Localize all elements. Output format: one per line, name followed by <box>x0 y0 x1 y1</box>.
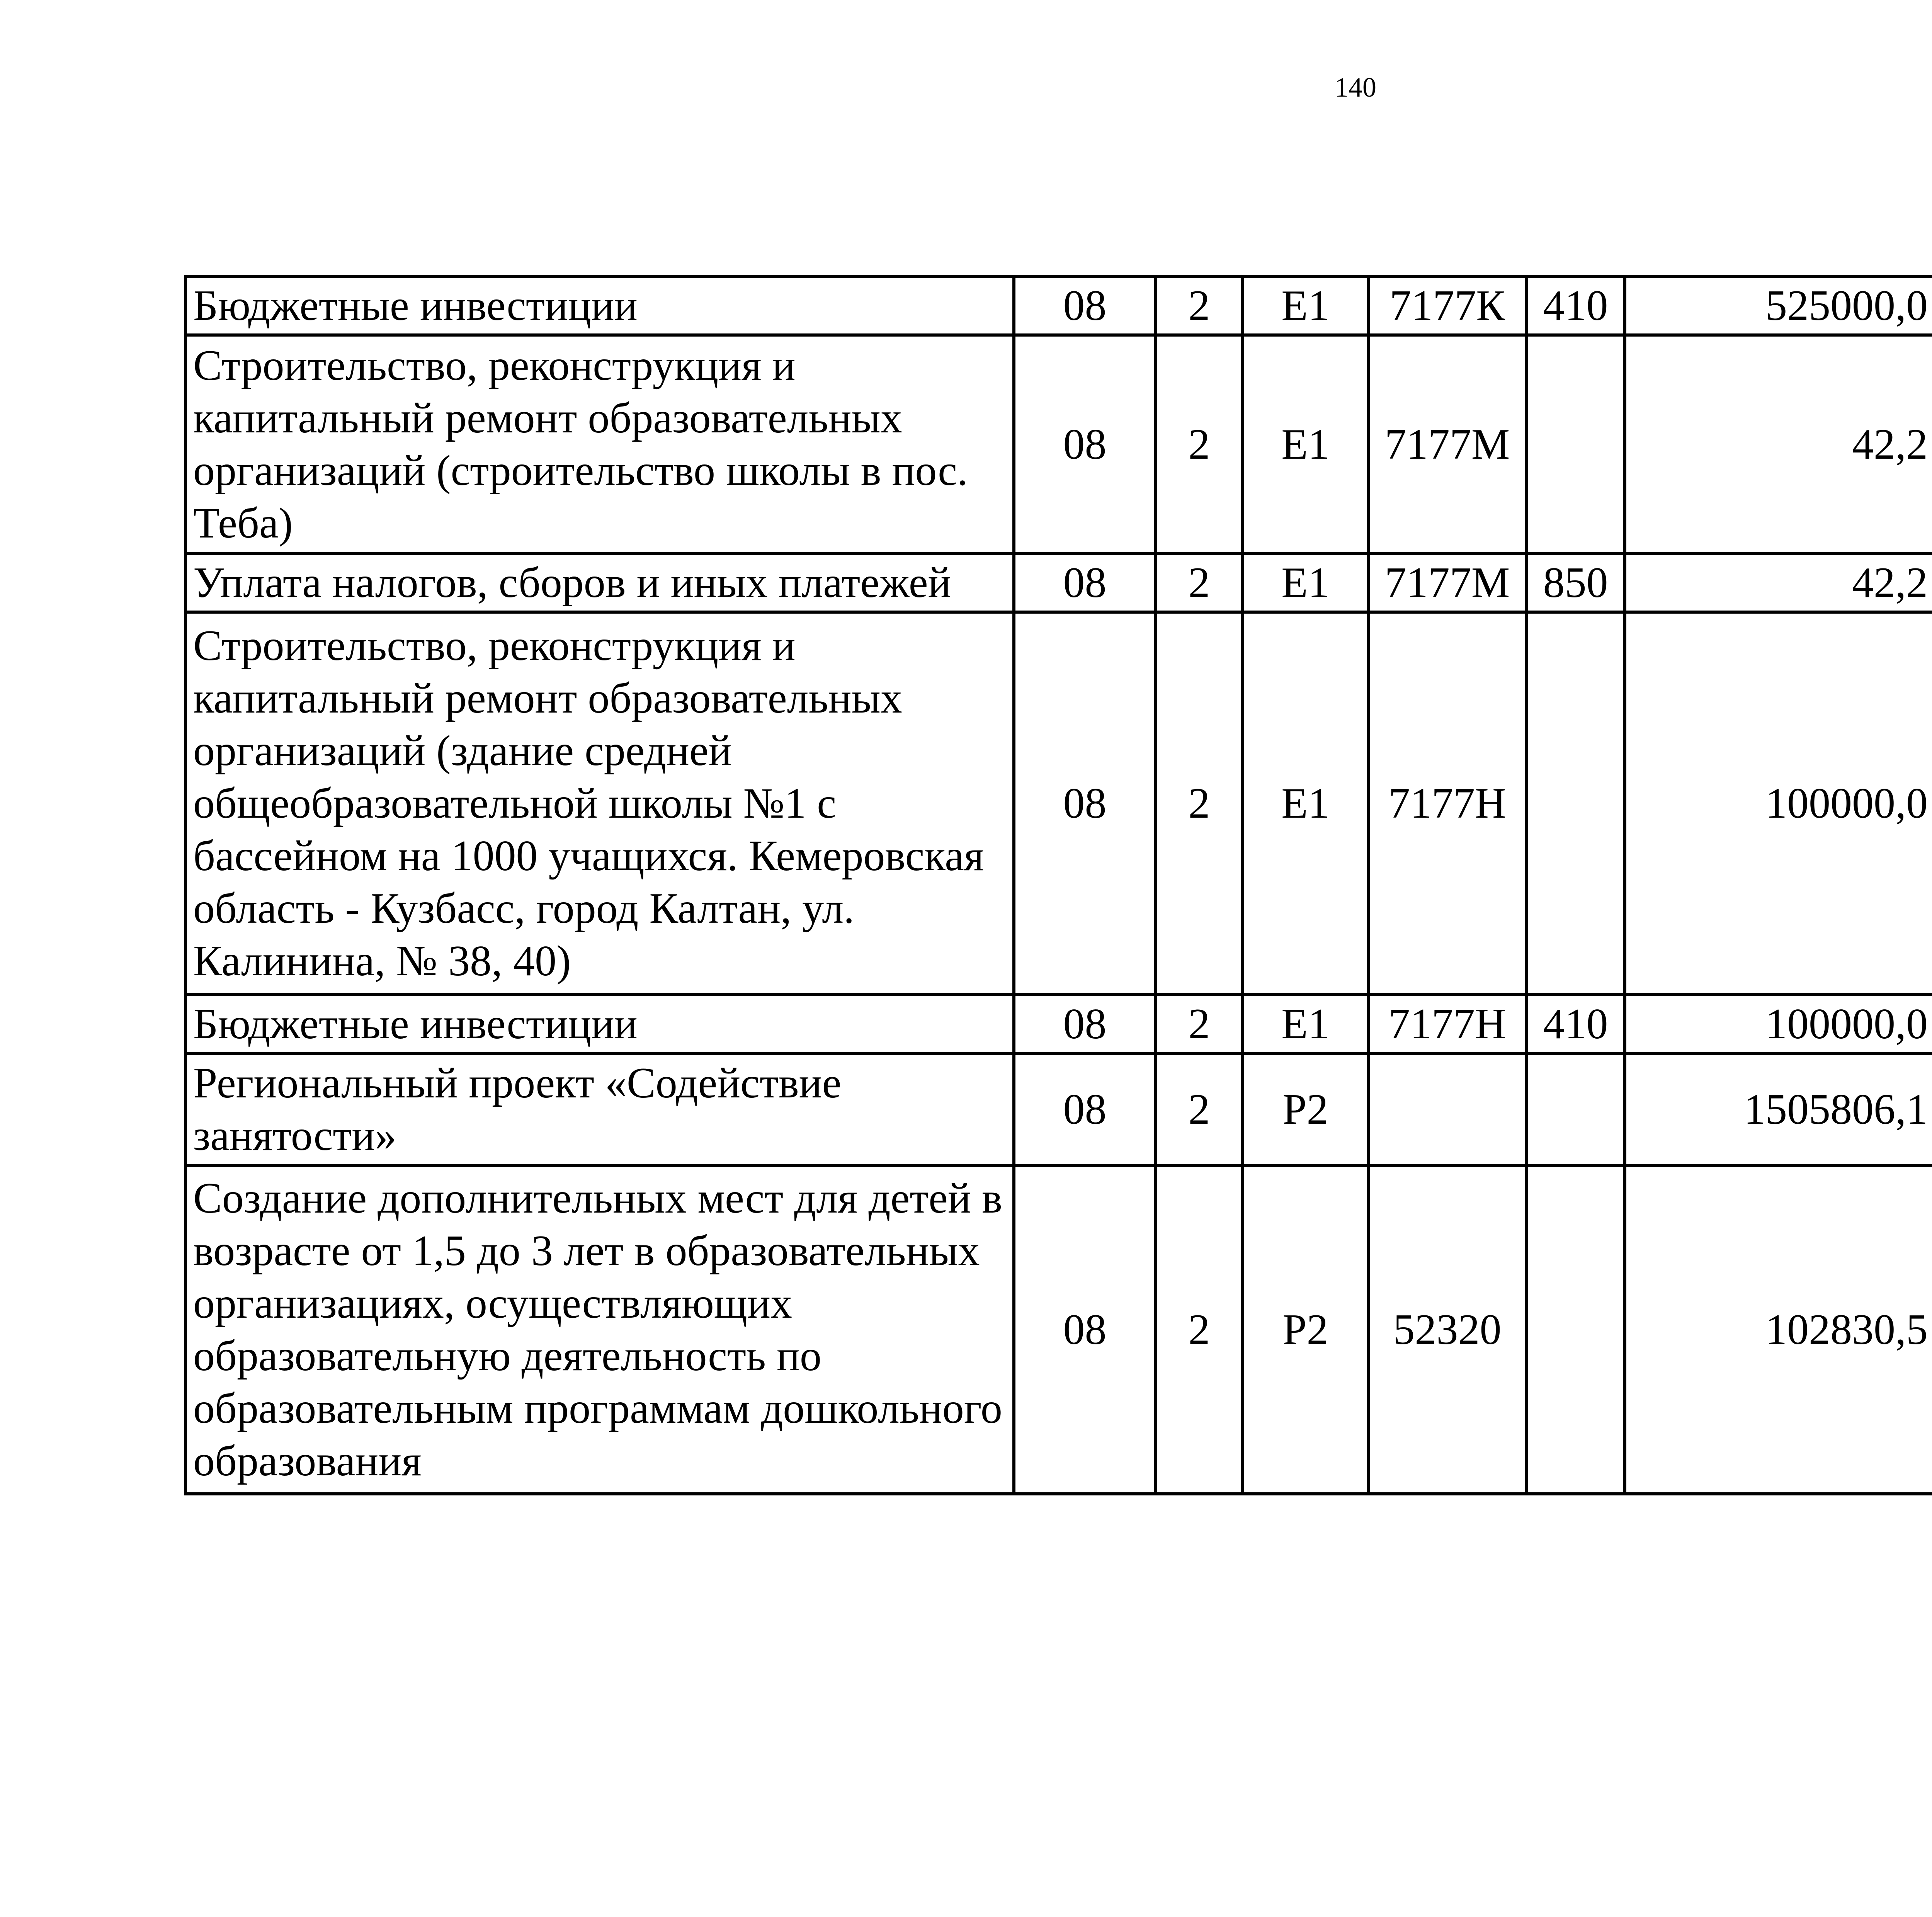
amount-1: 42,2 <box>1625 553 1932 612</box>
section-code: 08 <box>1014 553 1156 612</box>
article-code: 7177К <box>1368 276 1526 335</box>
amount-1: 100000,0 <box>1625 612 1932 995</box>
target-code: E1 <box>1243 612 1368 995</box>
amount-1: 1505806,1 <box>1625 1053 1932 1165</box>
section-code: 08 <box>1014 335 1156 553</box>
target-code: E1 <box>1243 995 1368 1053</box>
expense-type-code <box>1526 612 1625 995</box>
row-name: Строительство, реконструкция и капитальный ремонт образовательных организаций (строительство школы в пос. Теба) <box>185 335 1014 553</box>
table-row <box>185 276 1932 335</box>
target-code: E1 <box>1243 553 1368 612</box>
article-code: 7177М <box>1368 553 1526 612</box>
article-code <box>1368 1053 1526 1165</box>
row-name: Строительство, реконструкция и капитальный ремонт образовательных организаций (здание средней общеобразовательной школы №1 с бассейном на 1000 учащихся. Кемеровская область - Кузбасс, город Калтан, ул. Калинина, № 38, 40) <box>185 612 1014 995</box>
section-code: 08 <box>1014 995 1156 1053</box>
program-code: 2 <box>1156 1165 1243 1494</box>
expense-type-code: 850 <box>1526 553 1625 612</box>
expense-type-code <box>1526 1053 1625 1165</box>
section-code: 08 <box>1014 612 1156 995</box>
expense-type-code <box>1526 1165 1625 1494</box>
row-name: Создание дополнительных мест для детей в возрасте от 1,5 до 3 лет в образовательных организациях, осуществляющих образовательную деятельность по образовательным программам дошкольного образования <box>185 1165 1014 1494</box>
section-code: 08 <box>1014 276 1156 335</box>
target-code: E1 <box>1243 276 1368 335</box>
section-code: 08 <box>1014 1165 1156 1494</box>
amount-1: 525000,0 <box>1625 276 1932 335</box>
table-row <box>185 553 1932 612</box>
program-code: 2 <box>1156 1053 1243 1165</box>
expense-type-code <box>1526 335 1625 553</box>
program-code: 2 <box>1156 276 1243 335</box>
program-code: 2 <box>1156 612 1243 995</box>
amount-1: 100000,0 <box>1625 995 1932 1053</box>
target-code: P2 <box>1243 1053 1368 1165</box>
row-name: Уплата налогов, сборов и иных платежей <box>185 553 1014 612</box>
page-number: 140 <box>1335 72 1376 103</box>
row-name: Бюджетные инвестиции <box>185 276 1014 335</box>
expense-type-code: 410 <box>1526 276 1625 335</box>
table-row <box>185 1165 1932 1494</box>
table-row <box>185 335 1932 553</box>
row-name: Бюджетные инвестиции <box>185 995 1014 1053</box>
table-row <box>185 995 1932 1053</box>
target-code: E1 <box>1243 335 1368 553</box>
row-name: Региональный проект «Содействие занятости» <box>185 1053 1014 1165</box>
expense-type-code: 410 <box>1526 995 1625 1053</box>
program-code: 2 <box>1156 995 1243 1053</box>
article-code: 7177М <box>1368 335 1526 553</box>
program-code: 2 <box>1156 553 1243 612</box>
target-code: P2 <box>1243 1165 1368 1494</box>
table-row <box>185 612 1932 995</box>
section-code: 08 <box>1014 1053 1156 1165</box>
budget-table <box>184 275 1932 1495</box>
table-row <box>185 1053 1932 1165</box>
article-code: 7177Н <box>1368 612 1526 995</box>
article-code: 7177Н <box>1368 995 1526 1053</box>
amount-1: 42,2 <box>1625 335 1932 553</box>
article-code: 52320 <box>1368 1165 1526 1494</box>
program-code: 2 <box>1156 335 1243 553</box>
amount-1: 102830,5 <box>1625 1165 1932 1494</box>
